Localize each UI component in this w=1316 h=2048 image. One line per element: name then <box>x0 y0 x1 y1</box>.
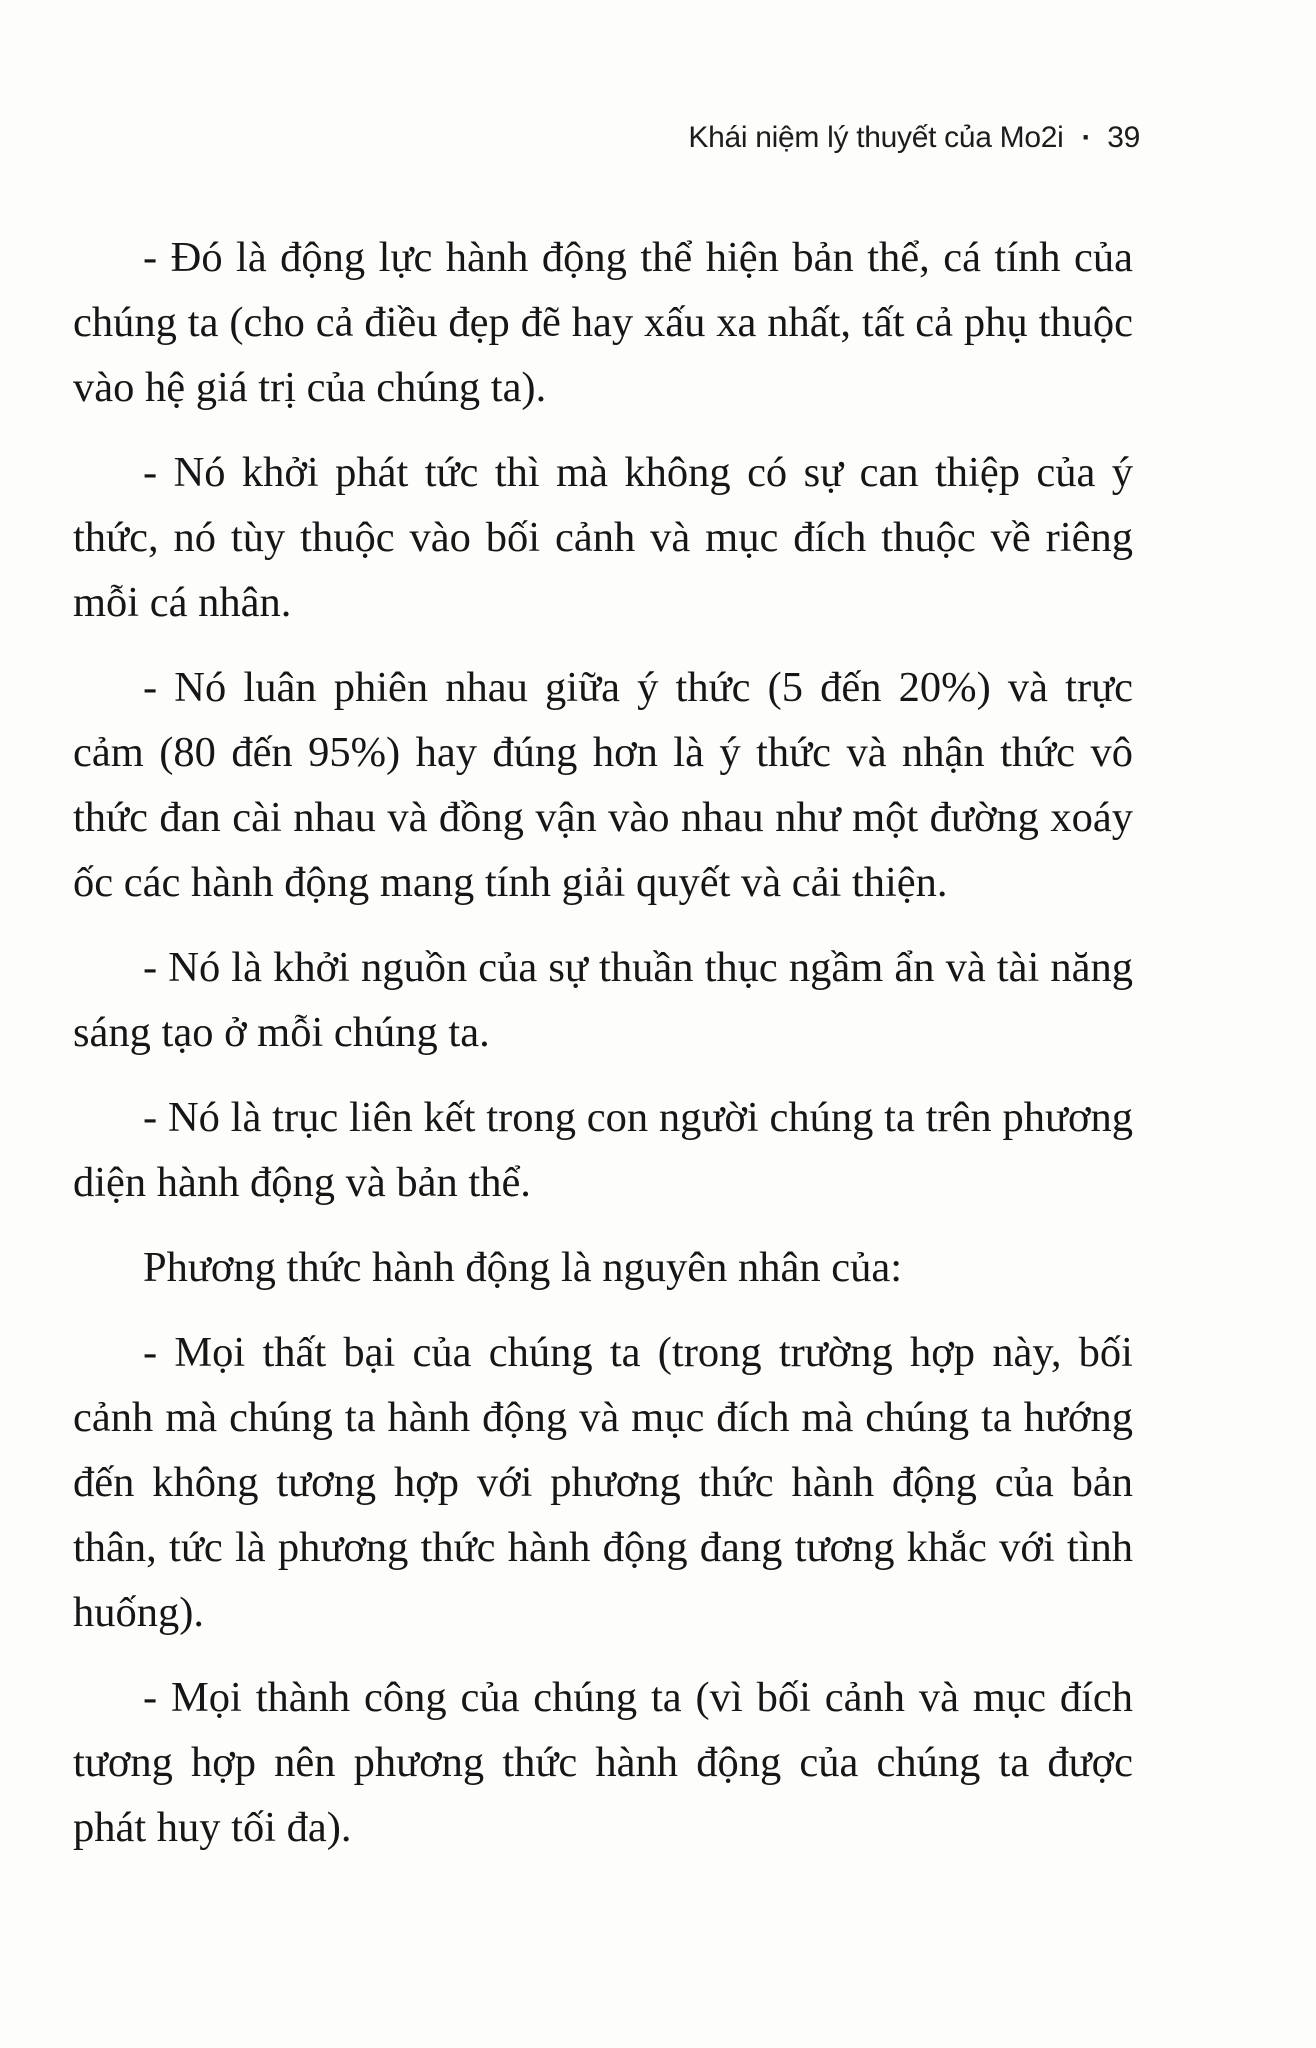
header-separator: · <box>1081 121 1092 154</box>
paragraph: Phương thức hành động là nguyên nhân của: <box>143 1244 903 1291</box>
paragraph: - Mọi thất bại của chúng ta (trong trường hợp này, bối cảnh mà chúng ta hành động và mục đích mà chúng ta hướng đến không tương hợp với phương thức hành động của bản thân, tức là phương thức hành động đang tương khắc với tình huống). <box>73 1329 1133 1636</box>
chapter-title: Khái niệm lý thuyết của Mo2i <box>688 121 1064 154</box>
paragraph: - Đó là động lực hành động thể hiện bản thể, cá tính của chúng ta (cho cả điều đẹp đẽ hay xấu xa nhất, tất cả phụ thuộc vào hệ giá trị của chúng ta). <box>73 234 1133 411</box>
paragraph: - Nó luân phiên nhau giữa ý thức (5 đến 20%) và trực cảm (80 đến 95%) hay đúng hơn là ý thức và nhận thức vô thức đan cài nhau và đồng vận vào nhau như một đường xoáy ốc các hành động mang tính giải quyết và cải thiện. <box>73 664 1133 906</box>
paragraph: - Nó là khởi nguồn của sự thuần thục ngầm ẩn và tài năng sáng tạo ở mỗi chúng ta. <box>73 944 1133 1056</box>
running-header <box>688 121 1140 155</box>
paragraph: - Mọi thành công của chúng ta (vì bối cảnh và mục đích tương hợp nên phương thức hành động của chúng ta được phát huy tối đa). <box>73 1674 1133 1851</box>
paragraph: - Nó là trục liên kết trong con người chúng ta trên phương diện hành động và bản thể. <box>73 1094 1133 1206</box>
body-text <box>73 225 1133 1880</box>
paragraph: - Nó khởi phát tức thì mà không có sự can thiệp của ý thức, nó tùy thuộc vào bối cảnh và mục đích thuộc về riêng mỗi cá nhân. <box>73 449 1133 626</box>
page-number: 39 <box>1107 121 1140 154</box>
